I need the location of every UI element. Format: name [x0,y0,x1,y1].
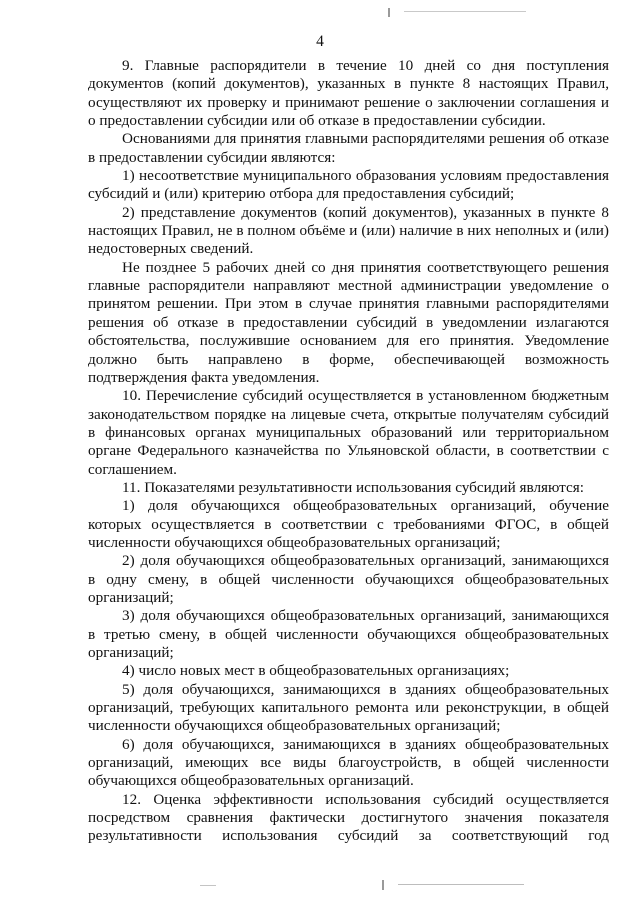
scan-artifact-bottom [382,880,384,890]
paragraph-10: 10. Перечисление субсидий осуществляется в установленном бюджетным законодательством порядке на лицевые счета, открытые получателям субсидий в финансовых органах муниципальных образований или территориальном органе Федерального казначейства по Ульяновской области, в соответствии с соглашением. [88,387,609,478]
paragraph-refusal-grounds: Основаниями для принятия главными распорядителями решения об отказе в предоставлении субсидии являются: [88,130,609,166]
paragraph-indicator-2: 2) доля обучающихся общеобразовательных организаций, занимающихся в одну смену, в общей численности обучающихся общеобразовательных организаций; [88,552,609,606]
paragraph-12: 12. Оценка эффективности использования субсидий осуществляется посредством сравнения фактически достигнутого значения показателя результативности использования субсидий за соответствующий год [88,790,609,845]
scan-artifact-bottom [398,884,524,885]
paragraph-indicator-6: 6) доля обучающихся, занимающихся в зданиях общеобразовательных организаций, имеющих все виды благоустройств, в общей численности обучающихся общеобразовательных организаций. [88,735,609,790]
scan-artifact-bottom [200,885,216,886]
scan-artifact-top [388,8,390,17]
paragraph-ground-1: 1) несоответствие муниципального образования условиям предоставления субсидий и (или) критерию отбора для предоставления субсидий; [88,167,609,203]
paragraph-indicator-4: 4) число новых мест в общеобразовательных организациях; [122,662,510,680]
paragraph-9: 9. Главные распорядители в течение 10 дней со дня поступления документов (копий документов), указанных в пункте 8 настоящих Правил, осуществляют их проверку и принимают решение о заключении соглашения и о предоставлении субсидии или об отказе в предоставлении субсидии. [88,57,609,130]
page-number: 4 [316,33,324,50]
scan-artifact-top [404,11,526,12]
paragraph-indicator-5: 5) доля обучающихся, занимающихся в зданиях общеобразовательных организаций, требующих капитального ремонта или реконструкции, в общей численности обучающихся общеобразовательных организаций; [88,680,609,735]
paragraph-indicator-1: 1) доля обучающихся общеобразовательных организаций, обучение которых осуществляется в соответствии с требованиями ФГОС, в общей численности обучающихся общеобразовательных организаций; [88,497,609,551]
document-body [88,57,609,846]
paragraph-ground-2: 2) представление документов (копий документов), указанных в пункте 8 настоящих Правил, не в полном объёме и (или) наличие в них неполных и (или) недостоверных сведений. [88,203,609,258]
paragraph-notification: Не позднее 5 рабочих дней со дня принятия соответствующего решения главные распорядители направляют местной администрации уведомление о принятом решении. При этом в случае принятия главными распорядителями решения об отказе в предоставлении субсидий в уведомлении излагаются обстоятельства, послужившие основанием для его принятия. Уведомление должно быть направлено в форме, обеспечивающей возможность подтверждения факта уведомления. [88,258,609,386]
paragraph-indicator-3: 3) доля обучающихся общеобразовательных организаций, занимающихся в третью смену, в общей численности обучающихся общеобразовательных организаций; [88,607,609,661]
paragraph-11: 11. Показателями результативности использования субсидий являются: [122,478,584,496]
